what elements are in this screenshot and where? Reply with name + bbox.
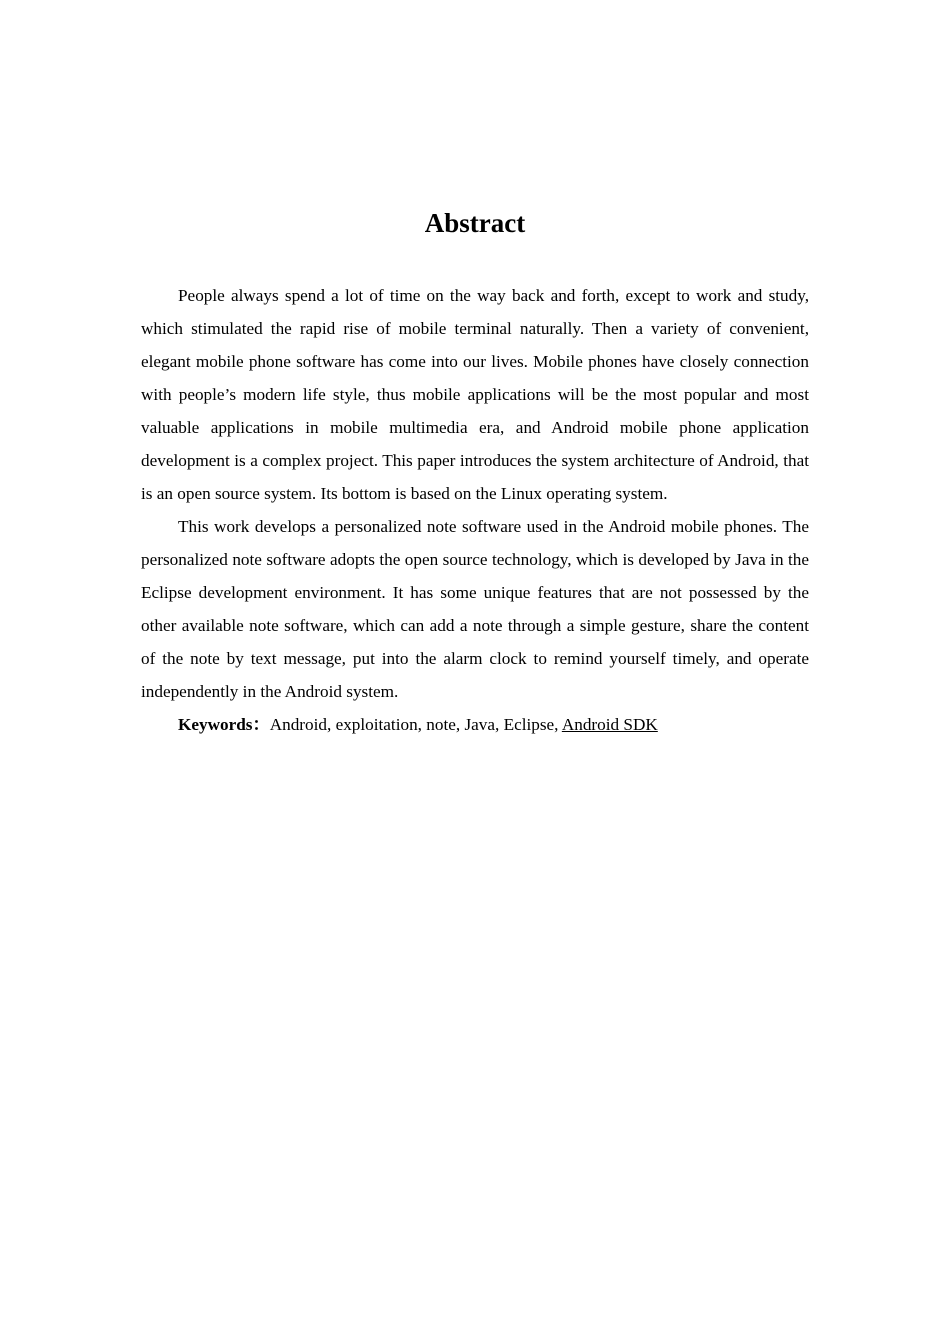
keywords-separator: ： xyxy=(252,715,270,734)
abstract-paragraph-2: This work develops a personalized note software used in the Android mobile phones. The personalized note software adopts the open source technology, which is developed by Java in the Eclipse development environment. It has some unique features that are not possessed by the other available note software, which can add a note through a simple gesture, share the content of the note by text message, put into the alarm clock to remind yourself timely, and operate independently in the Android system. xyxy=(141,517,809,701)
keywords-label: Keywords xyxy=(178,715,253,734)
keywords-list: Android, exploitation, note, Java, Eclipse, xyxy=(269,715,562,734)
page-title: Abstract xyxy=(424,208,526,238)
keyword-android-sdk-link[interactable]: Android SDK xyxy=(561,715,658,734)
abstract-paragraph-1: People always spend a lot of time on the way back and forth, except to work and study, which stimulated the rapid rise of mobile terminal naturally. Then a variety of convenient, elegant mobile phone software has come into our lives. Mobile phones have closely connection with people’s modern life style, thus mobile applications will be the most popular and most valuable applications in mobile multimedia era, and Android mobile phone application development is a complex project. This paper introduces the system architecture of Android, that is an open source system. Its bottom is based on the Linux operating system. xyxy=(141,286,809,503)
abstract-body xyxy=(141,279,809,742)
keywords-line xyxy=(141,708,809,742)
